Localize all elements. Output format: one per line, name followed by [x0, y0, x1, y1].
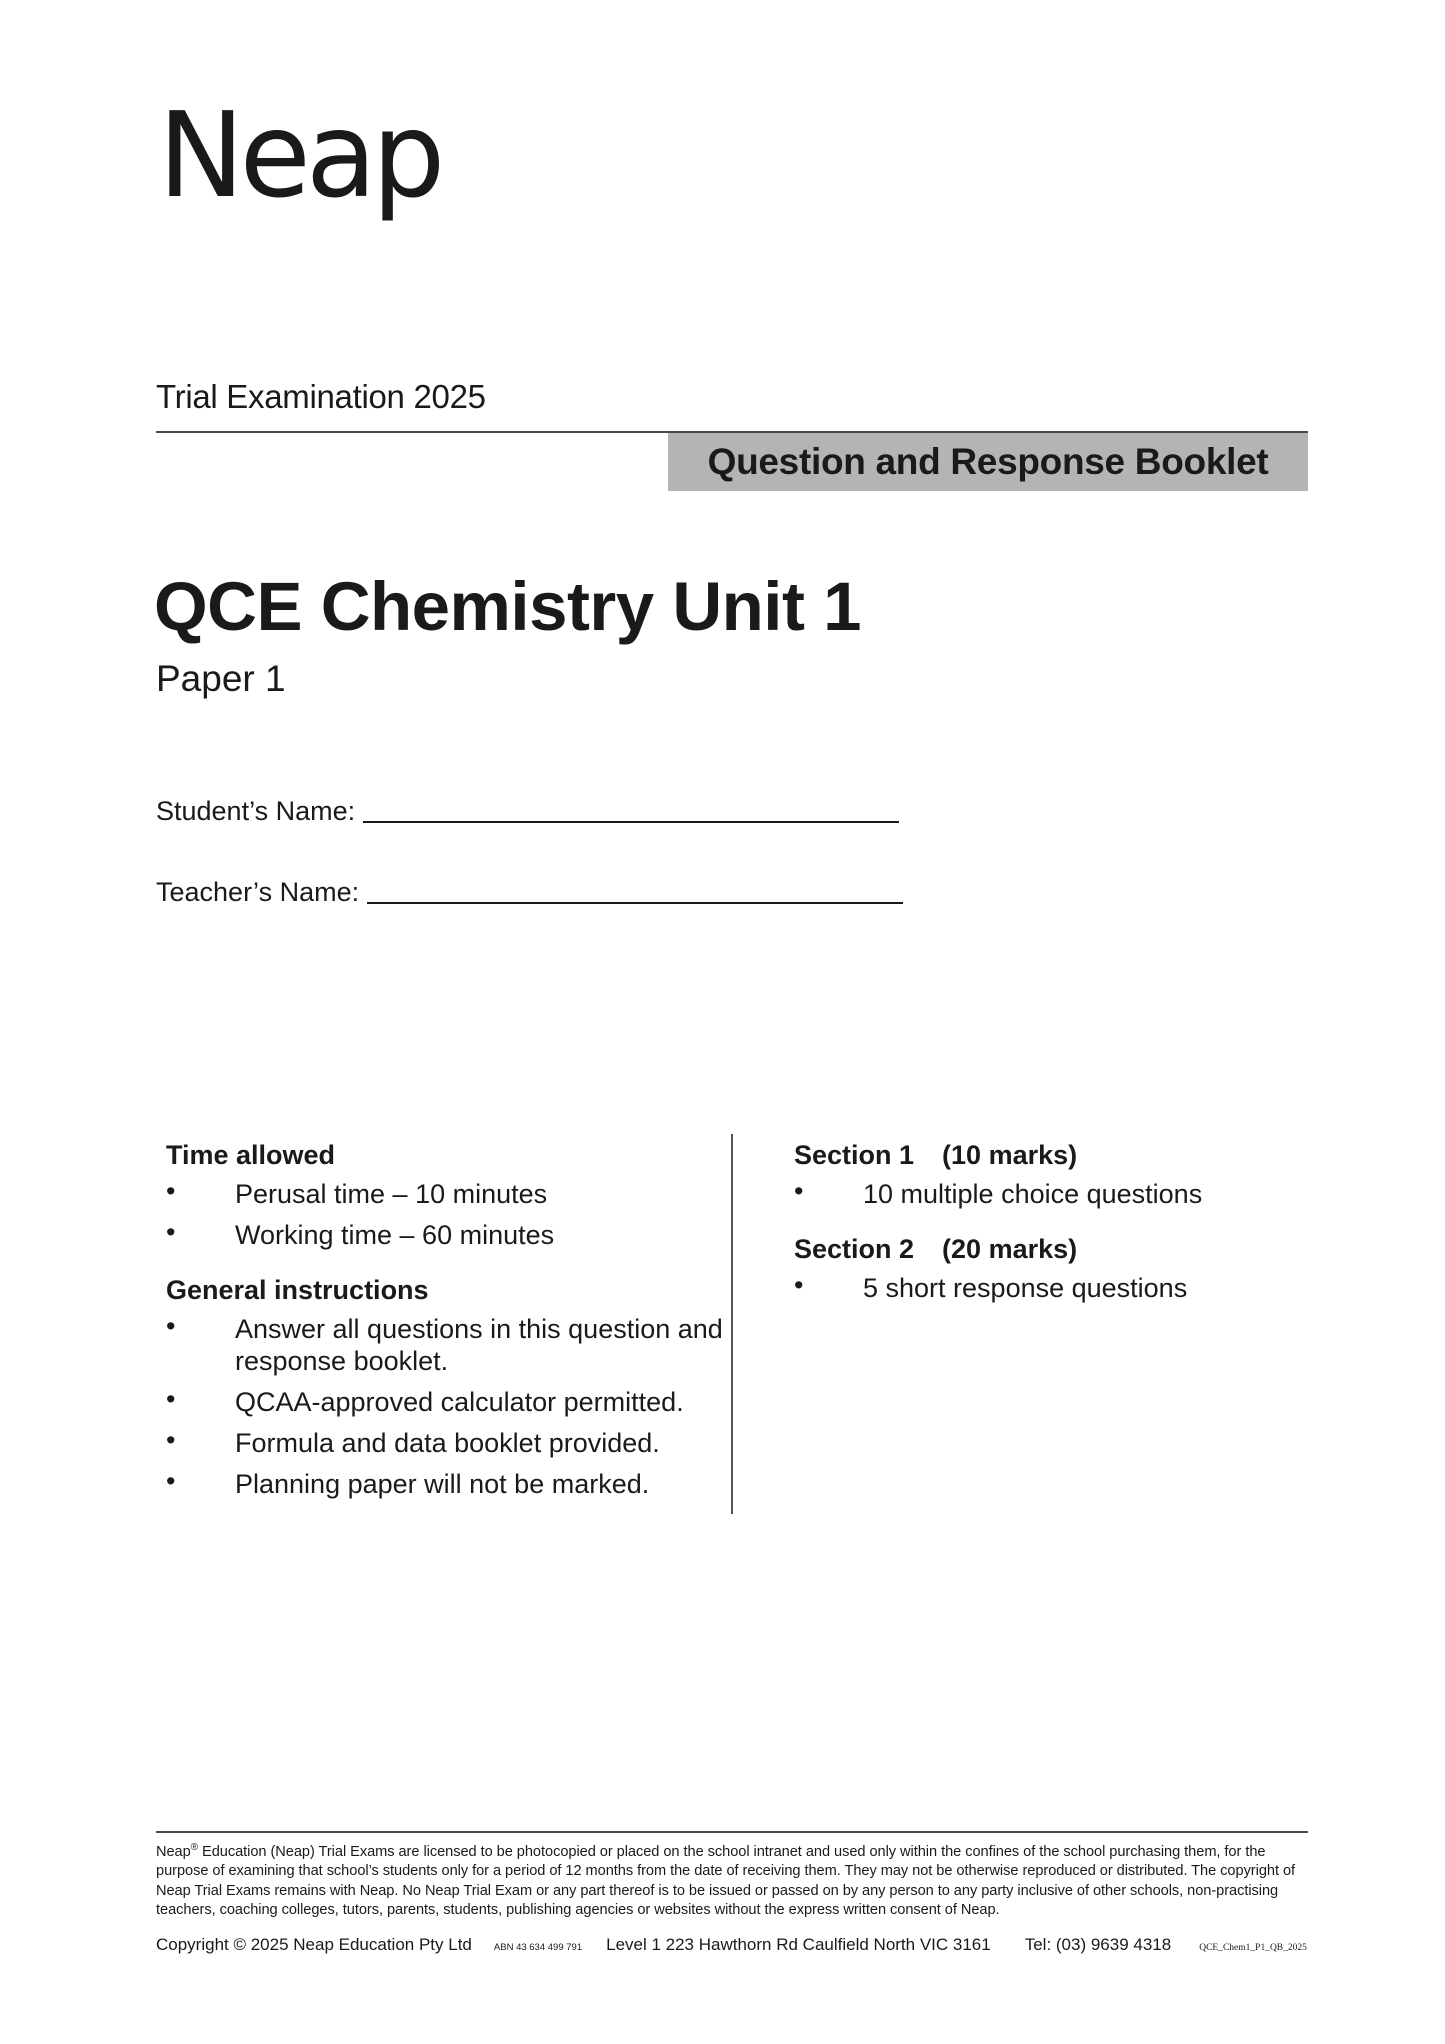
copyright-notice: Copyright © 2025 Neap Education Pty Ltd: [156, 1935, 472, 1954]
time-item-perusal: Perusal time – 10 minutes: [235, 1179, 548, 1209]
general-instructions-heading: General instructions: [166, 1275, 429, 1305]
bullet-icon: •: [166, 1384, 176, 1414]
bullet-icon: •: [794, 1176, 804, 1206]
bullet-icon: •: [166, 1311, 176, 1341]
bullet-icon: •: [166, 1466, 176, 1496]
section-1-heading: [794, 1142, 1314, 1169]
booklet-type-banner: [668, 433, 1308, 491]
bullet-icon: •: [166, 1217, 176, 1247]
section-2-heading: [794, 1236, 1314, 1263]
list-item: [166, 1178, 726, 1210]
section-2-item: 5 short response questions: [863, 1273, 1188, 1303]
time-allowed-heading: Time allowed: [166, 1140, 336, 1170]
section-1-name: Section 1: [794, 1140, 915, 1170]
student-name-label: Student’s Name:: [156, 796, 356, 826]
teacher-name-field: [156, 879, 903, 906]
section-1-item: 10 multiple choice questions: [863, 1179, 1203, 1209]
instruction-formula-booklet: Formula and data booklet provided.: [235, 1428, 660, 1458]
neap-logo: Neap: [158, 86, 441, 224]
bullet-icon: •: [166, 1425, 176, 1455]
copyright-disclaimer: [156, 1843, 1316, 1920]
list-item: [166, 1427, 726, 1459]
teacher-name-blank[interactable]: [367, 902, 903, 904]
publisher-address: Level 1 223 Hawthorn Rd Caulfield North VIC 3161: [606, 1935, 991, 1954]
list-item: [166, 1219, 726, 1251]
instruction-planning-paper: Planning paper will not be marked.: [235, 1469, 650, 1499]
document-code: QCE_Chem1_P1_QB_2025: [1199, 1943, 1307, 1953]
section-2-name: Section 2: [794, 1234, 915, 1264]
student-name-blank[interactable]: [363, 821, 899, 823]
time-item-working: Working time – 60 minutes: [235, 1220, 555, 1250]
instruction-answer-all: Answer all questions in this question and response booklet.: [235, 1314, 723, 1376]
list-item: [166, 1468, 726, 1500]
disclaimer-brand: Neap: [156, 1844, 191, 1860]
teacher-name-label: Teacher’s Name:: [156, 877, 360, 907]
abn-number: ABN 43 634 499 791: [493, 1942, 583, 1953]
instruction-calculator: QCAA-approved calculator permitted.: [235, 1387, 684, 1417]
booklet-type-label: Question and Response Booklet: [707, 441, 1269, 482]
registered-mark: ®: [190, 1842, 199, 1854]
publisher-phone: Tel: (03) 9639 4318: [1024, 1935, 1172, 1954]
trial-examination-title: Trial Examination 2025: [156, 378, 486, 415]
subject-title: QCE Chemistry Unit 1: [154, 568, 861, 645]
exam-instructions-column: [166, 1142, 726, 1500]
list-item: [794, 1272, 1314, 1304]
student-name-field: [156, 798, 899, 825]
list-item: [166, 1313, 726, 1377]
section-2-marks: (20 marks): [942, 1234, 1078, 1264]
publisher-info-bar: [156, 1935, 1316, 1955]
footer-divider: [156, 1831, 1308, 1833]
section-1-marks: (10 marks): [942, 1140, 1078, 1170]
column-divider: [731, 1134, 733, 1514]
disclaimer-body: Education (Neap) Trial Exams are licensed to be photocopied or placed on the school intranet and used only within the confines of the school purchasing them, for the purpose of examining that school’s students only for a period of 12 months from the date of receiving them. They may not be otherwise reproduced or distributed. The copyright of Neap Trial Exams remains with Neap. No Neap Trial Exam or any part thereof is to be issued or passed on by any person to any party inclusive of other schools, non-practising teachers, coaching colleges, tutors, parents, students, publishing agencies or websites without the express written consent of Neap.: [156, 1844, 1296, 1918]
exam-sections-column: [794, 1142, 1314, 1304]
bullet-icon: •: [794, 1270, 804, 1300]
paper-subtitle: Paper 1: [156, 658, 286, 699]
bullet-icon: •: [166, 1176, 176, 1206]
list-item: [794, 1178, 1314, 1210]
list-item: [166, 1386, 726, 1418]
